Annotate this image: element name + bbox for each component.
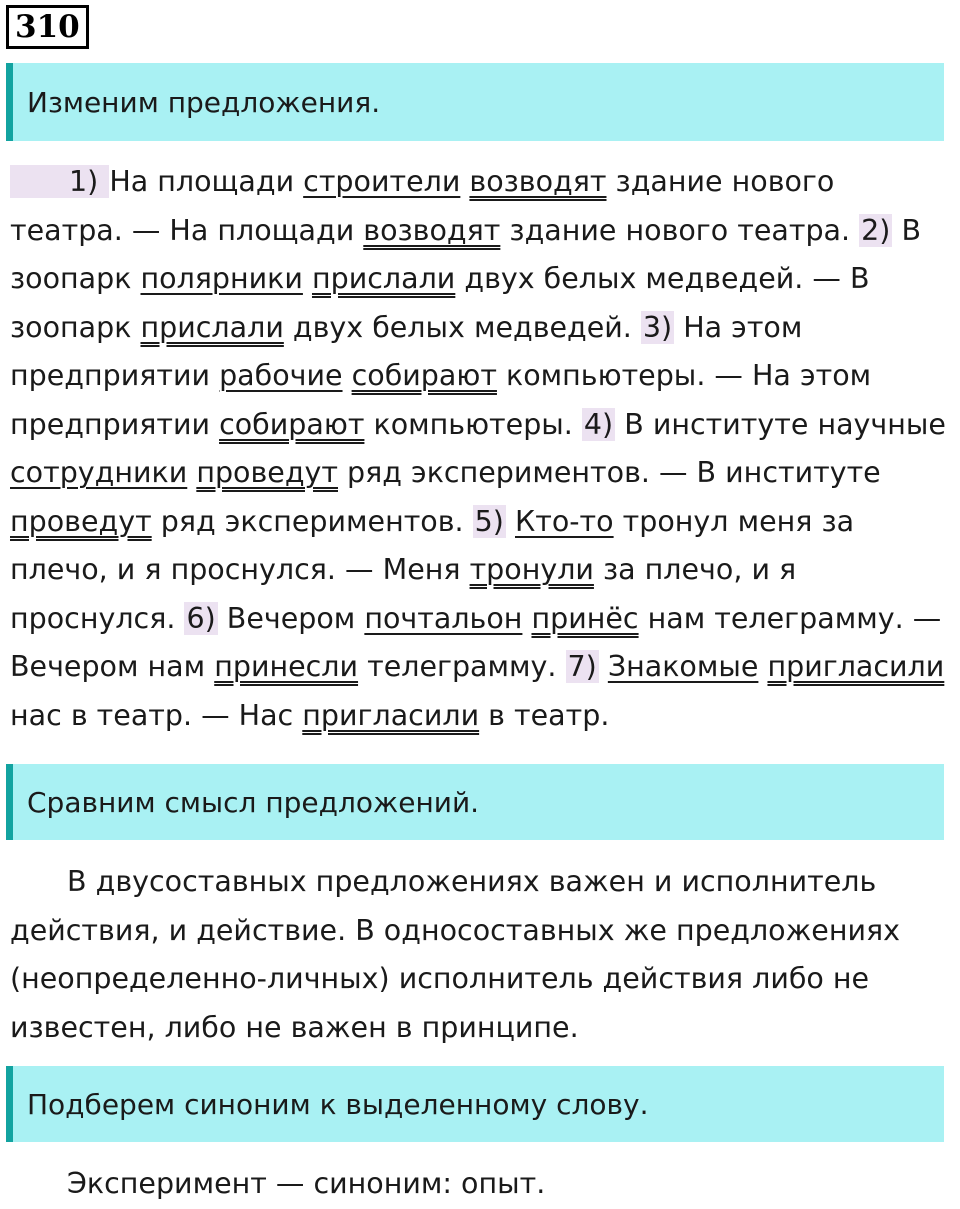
subject: сотрудники xyxy=(10,456,188,489)
predicate: принесли xyxy=(214,650,359,683)
text-fragment xyxy=(343,359,352,392)
text-fragment: нам телеграмму. — Вечером нам xyxy=(10,601,942,683)
item-number: 7) xyxy=(567,650,597,683)
predicate: возводят xyxy=(469,165,607,198)
heading-text: Подберем синоним к выделенному слову. xyxy=(27,1087,649,1121)
predicate: возводят xyxy=(363,213,501,247)
subject: полярники xyxy=(140,262,303,295)
text-fragment: компьютеры. — На этом предприятии xyxy=(10,359,872,441)
text-fragment xyxy=(187,456,196,489)
text-fragment: компьютеры. xyxy=(364,407,582,441)
text-fragment: На площади xyxy=(109,165,304,198)
predicate: тронули xyxy=(469,553,594,586)
section-heading-change xyxy=(6,63,944,141)
subject: рабочие xyxy=(219,359,343,392)
predicate: собирают xyxy=(219,407,365,441)
predicate: прислали xyxy=(311,262,456,295)
subject: Кто-то xyxy=(515,504,614,538)
item-number: 5) xyxy=(474,504,504,538)
text-fragment xyxy=(303,262,312,295)
text-fragment: двух белых медведей. — В зоопарк xyxy=(10,262,870,344)
answer-sentences xyxy=(10,158,955,740)
text-fragment: телеграмму. xyxy=(358,650,566,683)
text-fragment: Вечером xyxy=(217,601,365,635)
predicate: собирают xyxy=(351,359,497,392)
text-fragment: В зоопарк xyxy=(10,213,922,295)
item-number: 1) xyxy=(12,165,108,198)
text-fragment xyxy=(599,650,608,683)
predicate: пригласили xyxy=(767,650,945,683)
text-fragment xyxy=(506,505,515,538)
text-fragment: На этом предприятии xyxy=(10,310,803,392)
text-fragment: здание нового театра. xyxy=(500,213,860,247)
predicate: пригласили xyxy=(302,698,480,732)
item-number: 6) xyxy=(186,601,216,635)
subject: Знакомые xyxy=(607,650,759,683)
heading-text: Сравним смысл предложений. xyxy=(27,785,480,819)
text-fragment: двух белых медведей. xyxy=(283,310,641,344)
text-fragment: нас в театр. — Нас xyxy=(10,698,303,732)
compare-explanation xyxy=(10,858,955,1052)
synonym-text: Эксперимент — синоним: опыт. xyxy=(67,1167,546,1200)
item-number: 2) xyxy=(861,213,891,247)
text-fragment: за плечо, и я проснулся. xyxy=(10,553,797,635)
section-heading-compare xyxy=(6,764,944,840)
text-fragment: ряд экспериментов. — В институте xyxy=(338,456,881,489)
predicate: принёс xyxy=(531,601,639,635)
subject: строители xyxy=(303,165,461,198)
text-fragment: здание нового театра. — На площади xyxy=(10,165,835,247)
text-fragment: тронул меня за плечо, и я проснулся. — Меня xyxy=(10,504,855,586)
predicate: проведут xyxy=(196,456,338,489)
heading-text: Изменим предложения. xyxy=(27,85,381,119)
text-fragment: В институте научные xyxy=(615,407,946,441)
subject: почтальон xyxy=(364,601,523,635)
item-number: 4) xyxy=(583,407,614,441)
text-fragment: в театр. xyxy=(479,698,610,732)
text-fragment: ряд экспериментов. xyxy=(151,504,473,538)
predicate: проведут xyxy=(10,504,152,538)
exercise-number: 310 xyxy=(6,5,89,49)
predicate: прислали xyxy=(140,310,284,344)
synonym-answer xyxy=(10,1160,955,1209)
item-number: 3) xyxy=(642,310,673,344)
section-heading-synonym xyxy=(6,1066,944,1142)
explanation-text: В двусоставных предложениях важен и исполнитель действия, и действие. В односоставных же предложениях (неопределенно-личных) исполнитель действия либо не известен, либо не важен в принципе. xyxy=(10,865,900,1044)
